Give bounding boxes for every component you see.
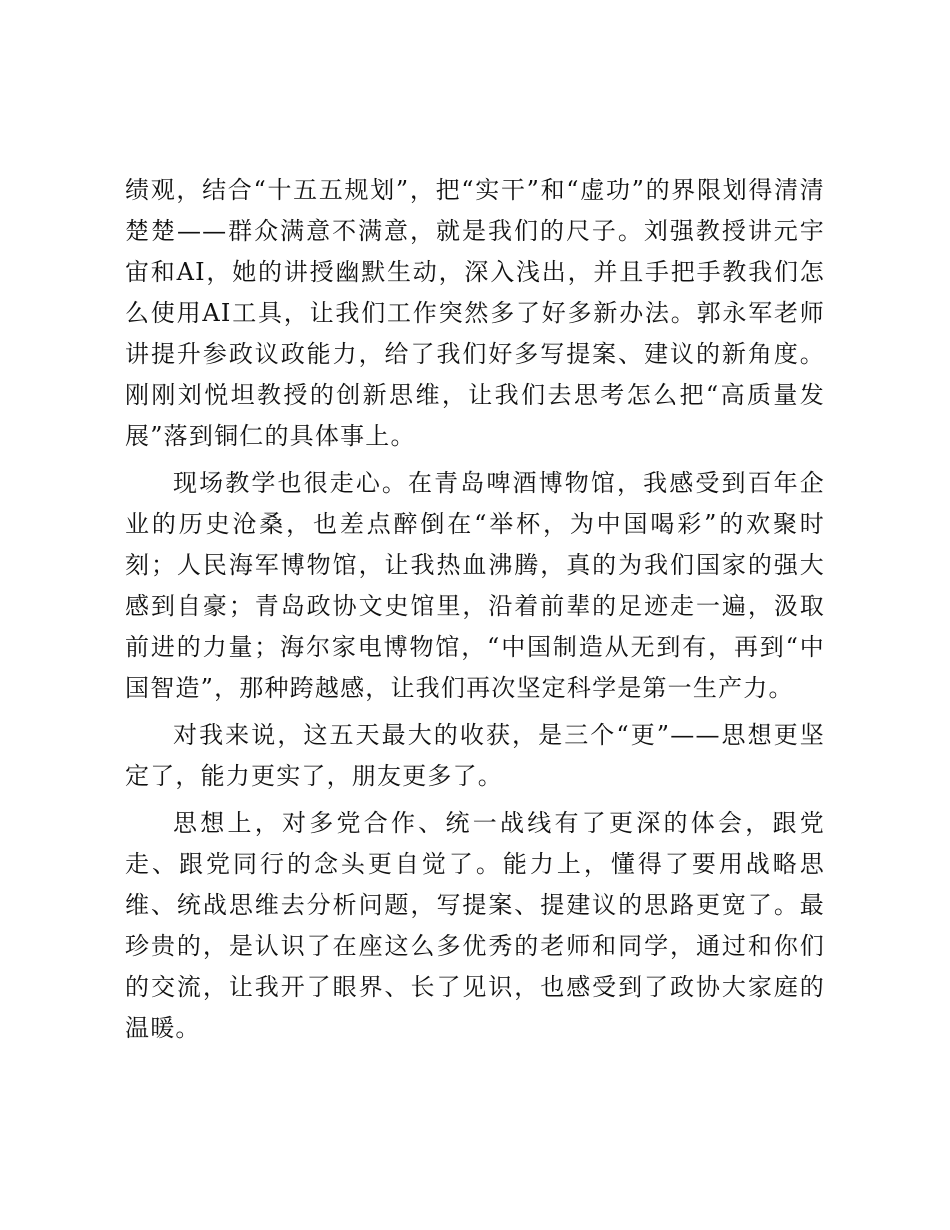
document-body [125, 170, 825, 1055]
paragraph-2: 现场教学也很走心。在青岛啤酒博物馆，我感受到百年企业的历史沧桑，也差点醉倒在“举杯，为中国喝彩”的欢聚时刻；人民海军博物馆，让我热血沸腾，真的为我们国家的强大感到自豪；青岛政协文史馆里，沿着前辈的足迹走一遍，汲取前进的力量；海尔家电博物馆，“中国制造从无到有，再到“中国智造”，那种跨越感，让我们再次坚定科学是第一生产力。 [125, 469, 825, 702]
paragraph-3: 对我来说，这五天最大的收获，是三个“更”——思想更坚定了，能力更实了，朋友更多了。 [125, 721, 825, 790]
paragraph-1: 绩观，结合“十五五规划”，把“实干”和“虚功”的界限划得清清楚楚——群众满意不满意，就是我们的尺子。刘强教授讲元宇宙和AI，她的讲授幽默生动，深入浅出，并且手把手教我们怎么使用AI工具，让我们工作突然多了好多新办法。郭永军老师讲提升参政议政能力，给了我们好多写提案、建议的新角度。刚刚刘悦坦教授的创新思维，让我们去思考怎么把“高质量发展”落到铜仁的具体事上。 [125, 176, 825, 450]
paragraph-4: 思想上，对多党合作、统一战线有了更深的体会，跟党走、跟党同行的念头更自觉了。能力上，懂得了要用战略思维、统战思维去分析问题，写提案、提建议的思路更宽了。最珍贵的，是认识了在座这么多优秀的老师和同学，通过和你们的交流，让我开了眼界、长了见识，也感受到了政协大家庭的温暖。 [125, 809, 825, 1042]
